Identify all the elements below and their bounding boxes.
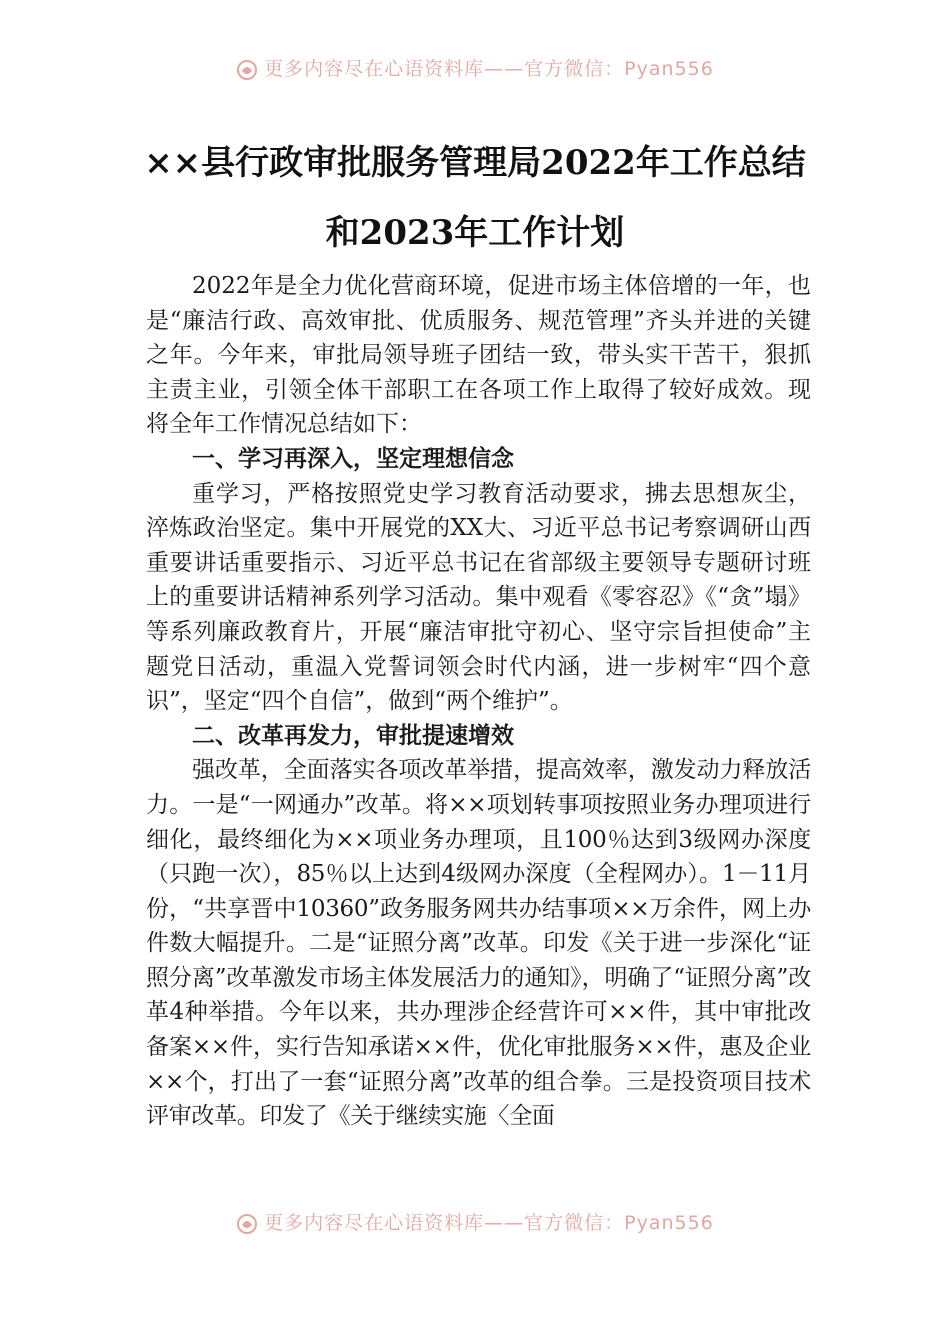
intro-paragraph: 2022年是全力优化营商环境，促进市场主体倍增的一年，也是“廉洁行政、高效审批、优质服务、规范管理”齐头并进的关键之年。今年来，审批局领导班子团结一致，带头实干苦干，狠抓主责主业，引领全体干部职工在各项工作上取得了较好成效。现将全年工作情况总结如下： (146, 273, 811, 438)
section1-heading: 一、学习再深入，坚定理想信念 (192, 445, 514, 472)
watermark-logo-icon (236, 59, 258, 81)
document-title-line1: ××县行政审批服务管理局2022年工作总结 (144, 143, 806, 183)
section2-paragraph: 强改革，全面落实各项改革举措，提高效率，激发动力释放活力。一是“一网通办”改革。将××项划转事项按照业务办理项进行细化，最终细化为××项业务办理项，且100％达到3级网办深度（只跑一次），85％以上达到4级网办深度（全程网办）。1－11月份，“共享晋中10360”政务服务网共办结事项××万余件，网上办件数大幅提升。二是“证照分离”改革。印发《关于进一步深化“证照分离”改革激发市场主体发展活力的通知》，明确了“证照分离”改革4种举措。今年以来，共办理涉企经营许可××件，其中审批改备案××件，实行告知承诺××件，优化审批服务××件，惠及企业××个，打出了一套“证照分离”改革的组合拳。三是投资项目技术评审改革。印发了《关于继续实施〈全面 (146, 757, 811, 1130)
watermark-top (0, 56, 950, 82)
watermark-logo-icon (236, 1213, 258, 1235)
document-body (146, 269, 811, 1134)
section2-heading: 二、改革再发力，审批提速增效 (192, 722, 514, 749)
section1-paragraph: 重学习，严格按照党史学习教育活动要求，拂去思想灰尘，淬炼政治坚定。集中开展党的XX大、习近平总书记考察调研山西重要讲话重要指示、习近平总书记在省部级主要领导专题研讨班上的重要讲话精神系列学习活动。集中观看《零容忍》《“贪”塌》等系列廉政教育片，开展“廉洁审批守初心、坚守宗旨担使命”主题党日活动，重温入党誓词领会时代内涵，进一步树牢“四个意识”，坚定“四个自信”，做到“两个维护”。 (146, 480, 811, 715)
document-title-line2: 和2023年工作计划 (325, 213, 625, 253)
watermark-text: 更多内容尽在心语资料库——官方微信：Pyan556 (264, 1212, 714, 1234)
watermark-bottom (0, 1208, 950, 1238)
watermark-text: 更多内容尽在心语资料库——官方微信：Pyan556 (264, 58, 714, 80)
